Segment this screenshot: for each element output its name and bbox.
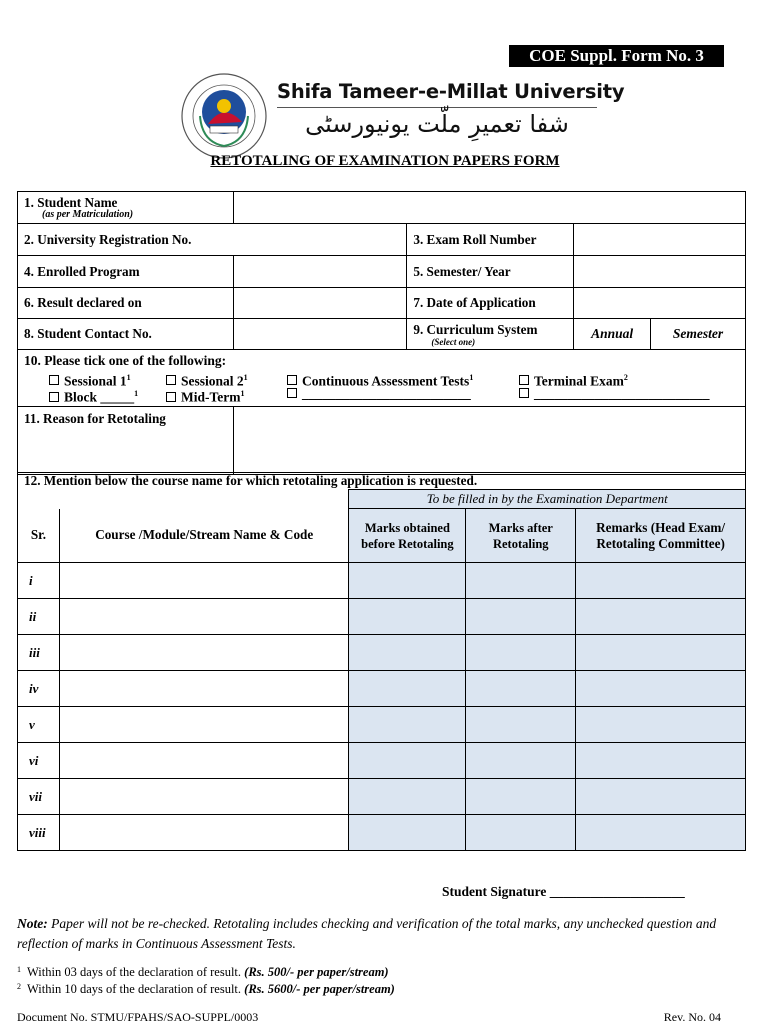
note-label: Note: [17,916,48,931]
document-number: Document No. STMU/FPAHS/SAO-SUPPL/0003 [17,1010,259,1024]
course-name-field[interactable] [59,635,349,671]
marks-after-field[interactable] [466,707,576,743]
remarks-field[interactable] [576,707,746,743]
course-name-field[interactable] [59,563,349,599]
marks-after-field[interactable] [466,563,576,599]
checkbox-icon[interactable] [166,392,176,402]
option-sessional-2[interactable]: Sessional $2^1$ [166,370,248,390]
checkbox-icon[interactable] [287,375,297,385]
course-row-number: v [18,707,60,743]
exam-type-section [18,350,746,407]
col-course-header: Course /Module/Stream Name & Code [59,509,349,563]
option-other-1[interactable]: _________________________ [287,386,471,403]
option-sessional-1[interactable]: Sessional $1^1$ [49,370,131,390]
marks-before-field[interactable] [349,671,466,707]
marks-before-field[interactable] [349,707,466,743]
reason-field[interactable] [233,406,745,474]
curriculum-label: 9. Curriculum System (Select one) [407,319,574,350]
course-row [18,815,746,851]
marks-after-field[interactable] [466,779,576,815]
course-row-number: viii [18,815,60,851]
marks-after-field[interactable] [466,599,576,635]
remarks-field[interactable] [576,815,746,851]
course-row [18,635,746,671]
checkbox-icon[interactable] [287,388,297,398]
col-sr-header: Sr. [18,509,60,563]
course-name-field[interactable] [59,707,349,743]
course-name-field[interactable] [59,779,349,815]
note-text: Paper will not be re-checked. Retotaling includes checking and verification of the total marks, any unchecked question and reflection of marks in Continuous Assessment Tests. [17,916,717,951]
reason-label: 11. Reason for Retotaling [18,406,234,474]
course-row [18,671,746,707]
checkbox-icon[interactable] [166,375,176,385]
heading-spacer [18,490,349,509]
exam-roll-field[interactable] [574,224,746,256]
course-row-number: vii [18,779,60,815]
course-row-number: iv [18,671,60,707]
remarks-field[interactable] [576,671,746,707]
marks-after-field[interactable] [466,743,576,779]
exam-type-heading: 10. Please tick one of the following: [24,353,227,368]
course-name-field[interactable] [59,815,349,851]
university-name-english: Shifa Tameer-e-Millat University [277,80,625,103]
option-block[interactable]: Block _____$^1$ [49,386,138,406]
note [17,914,752,954]
marks-before-field[interactable] [349,815,466,851]
enrolled-program-field[interactable] [233,256,407,288]
student-info-table [17,191,746,475]
checkbox-icon[interactable] [49,392,59,402]
option-continuous-assessment[interactable]: Continuous Assessment Tests$^1$ [287,370,473,390]
result-declared-label: 6. Result declared on [18,288,234,319]
university-name-urdu: شفا تعمیرِ ملّت یونیورسٹی [305,110,569,138]
footnote-2: $^2$ Within 10 days of the declaration of result. (Rs. 5600/- per paper/stream) [17,982,395,996]
course-row [18,779,746,815]
header-divider [277,107,597,108]
marks-before-field[interactable] [349,563,466,599]
date-application-field[interactable] [574,288,746,319]
course-row-number: ii [18,599,60,635]
course-name-field[interactable] [59,743,349,779]
course-name-field[interactable] [59,671,349,707]
course-row [18,599,746,635]
marks-before-field[interactable] [349,599,466,635]
remarks-field[interactable] [576,743,746,779]
option-mid-term[interactable]: Mid-Term$^1$ [166,386,245,406]
revision-number: Rev. No. 04 [663,1010,721,1024]
student-signature: Student Signature ____________________ [442,884,685,899]
curriculum-option-semester[interactable]: Semester [651,319,746,350]
dept-note: To be filled in by the Examination Department [349,490,746,509]
course-name-field[interactable] [59,599,349,635]
remarks-field[interactable] [576,599,746,635]
course-row [18,707,746,743]
student-name-field[interactable] [233,192,745,224]
marks-after-field[interactable] [466,815,576,851]
course-row-number: vi [18,743,60,779]
course-rows [18,563,746,851]
marks-before-field[interactable] [349,779,466,815]
col-marks-after-header: Marks after Retotaling [466,509,576,563]
exam-roll-label: 3. Exam Roll Number [407,224,574,256]
checkbox-icon[interactable] [519,375,529,385]
semester-year-field[interactable] [574,256,746,288]
contact-no-label: 8. Student Contact No. [18,319,234,350]
footnote-1: $^1$ Within 03 days of the declaration of result. (Rs. 500/- per paper/stream) [17,965,389,979]
semester-year-label: 5. Semester/ Year [407,256,574,288]
form-number-badge: COE Suppl. Form No. 3 [509,45,724,67]
checkbox-icon[interactable] [49,375,59,385]
course-table [17,472,746,851]
form-title: RETOTALING OF EXAMINATION PAPERS FORM [210,153,560,169]
date-application-label: 7. Date of Application [407,288,574,319]
marks-after-field[interactable] [466,635,576,671]
marks-before-field[interactable] [349,743,466,779]
course-row [18,743,746,779]
result-declared-field[interactable] [233,288,407,319]
col-marks-before-header: Marks obtained before Retotaling [349,509,466,563]
col-remarks-header: Remarks (Head Exam/ Retotaling Committee) [576,509,746,563]
curriculum-option-annual[interactable]: Annual [574,319,651,350]
course-row [18,563,746,599]
course-row-number: i [18,563,60,599]
student-name-label: 1. Student Name (as per Matriculation) [18,192,234,224]
checkbox-icon[interactable] [519,388,529,398]
marks-after-field[interactable] [466,671,576,707]
course-section-heading: 12. Mention below the course name for which retotaling application is requested. [18,473,746,490]
marks-before-field[interactable] [349,635,466,671]
course-row-number: iii [18,635,60,671]
option-other-2[interactable]: __________________________ [519,386,710,403]
contact-no-field[interactable] [233,319,407,350]
university-logo [180,72,268,160]
enrolled-program-label: 4. Enrolled Program [18,256,234,288]
option-terminal-exam[interactable]: Terminal Exam$^2$ [519,370,628,390]
remarks-field[interactable] [576,563,746,599]
registration-no-label: 2. University Registration No. [18,224,407,256]
remarks-field[interactable] [576,779,746,815]
remarks-field[interactable] [576,635,746,671]
